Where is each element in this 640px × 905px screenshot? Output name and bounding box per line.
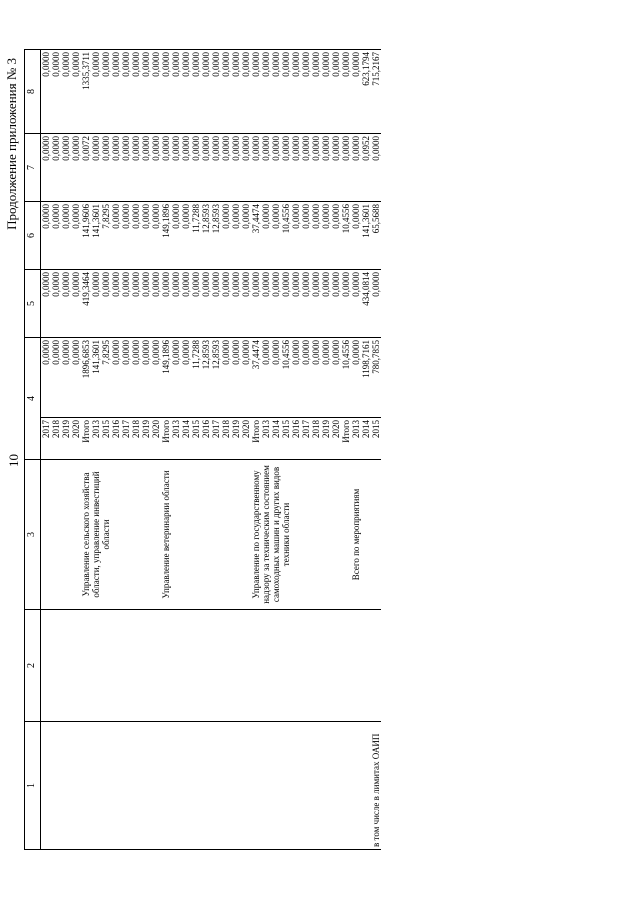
cell-col8: 623,1794: [361, 50, 371, 134]
cell-col5: 0,0000: [131, 270, 141, 338]
cell-col6: 0,0000: [221, 202, 231, 270]
cell-col6: 0,0000: [61, 202, 71, 270]
cell-col7: 0,0000: [341, 134, 351, 202]
cell-col6: 141,9606: [81, 202, 91, 270]
cell-col6: 11,7288: [191, 202, 201, 270]
cell-year: 2014: [181, 418, 191, 460]
cell-col8: 0,0000: [171, 50, 181, 134]
cell-col8: 0,0000: [191, 50, 201, 134]
col-number: 5: [25, 270, 41, 338]
cell-year: 2016: [201, 418, 211, 460]
cell-col5: 0,0000: [261, 270, 271, 338]
cell-col5: 0,0000: [141, 270, 151, 338]
cell-col6: 0,0000: [331, 202, 341, 270]
cell-col7: 0,0000: [201, 134, 211, 202]
cell-col8: 1335,3711: [81, 50, 91, 134]
cell-col5: 0,0000: [331, 270, 341, 338]
cell-year: Итого: [251, 418, 261, 460]
cell-col8: 0,0000: [201, 50, 211, 134]
cell-col8: 0,0000: [331, 50, 341, 134]
cell-year: Итого: [161, 418, 171, 460]
cell-col5: 0,0000: [351, 270, 361, 338]
cell-col8: 0,0000: [311, 50, 321, 134]
cell-col5: 0,0000: [51, 270, 61, 338]
cell-col7: 0,0000: [371, 134, 381, 202]
cell-year: 2020: [151, 418, 161, 460]
cell-col7: 0,0000: [211, 134, 221, 202]
cell-col5: 0,0000: [101, 270, 111, 338]
cell-year: 2013: [91, 418, 101, 460]
cell-col6: 0,0000: [151, 202, 161, 270]
cell-year: 2018: [131, 418, 141, 460]
cell-col7: 0,0000: [261, 134, 271, 202]
cell-col7: 0,0000: [241, 134, 251, 202]
cell-col7: 0,0000: [221, 134, 231, 202]
col-number: 1: [25, 722, 41, 850]
cell-col4: 0,0000: [61, 338, 71, 418]
cell-col4: 0,0000: [351, 338, 361, 418]
cell-col4: 1896,6853: [81, 338, 91, 418]
cell-year: 2013: [261, 418, 271, 460]
cell-col5: 0,0000: [171, 270, 181, 338]
cell-year: 2017: [41, 418, 52, 460]
cell-col6: 0,0000: [321, 202, 331, 270]
cell-col8: 0,0000: [131, 50, 141, 134]
cell-col4: 0,0000: [51, 338, 61, 418]
cell-col4: 10,4556: [281, 338, 291, 418]
cell-col5: 0,0000: [341, 270, 351, 338]
cell-col4: 0,0000: [171, 338, 181, 418]
cell-col8: 0,0000: [321, 50, 331, 134]
cell-executor: Всего по мероприятиям: [351, 460, 381, 610]
cell-col5: 0,0000: [161, 270, 171, 338]
cell-col8: 0,0000: [241, 50, 251, 134]
cell-col7: 0,0000: [251, 134, 261, 202]
cell-col5: 419,3464: [81, 270, 91, 338]
col-number: 6: [25, 202, 41, 270]
cell-col4: 0,0000: [71, 338, 81, 418]
cell-year: 2017: [121, 418, 131, 460]
cell-col7: 0,0000: [41, 134, 52, 202]
cell-col6: 10,4556: [341, 202, 351, 270]
cell-col7: 0,0000: [141, 134, 151, 202]
cell-year: 2013: [171, 418, 181, 460]
cell-col6: 141,3601: [91, 202, 101, 270]
cell-col6: 0,0000: [141, 202, 151, 270]
cell-col6: 12,8593: [211, 202, 221, 270]
cell-col8: 0,0000: [181, 50, 191, 134]
cell-col4: 12,8593: [211, 338, 221, 418]
cell-col1: в том числе в лимитах ОАИП: [41, 722, 382, 850]
cell-col4: 0,0000: [111, 338, 121, 418]
cell-col7: 0,0000: [171, 134, 181, 202]
cell-col7: 0,0000: [291, 134, 301, 202]
cell-year: 2015: [191, 418, 201, 460]
col-number: 8: [25, 50, 41, 134]
cell-year: 2019: [231, 418, 241, 460]
cell-col6: 0,0000: [131, 202, 141, 270]
cell-col8: 0,0000: [211, 50, 221, 134]
cell-col5: 0,0000: [111, 270, 121, 338]
cell-col8: 0,0000: [301, 50, 311, 134]
budget-table: [24, 49, 381, 850]
cell-col7: 0,0000: [91, 134, 101, 202]
cell-col5: 0,0000: [191, 270, 201, 338]
cell-col6: 0,0000: [301, 202, 311, 270]
cell-col7: 0,0000: [151, 134, 161, 202]
col-number: 2: [25, 610, 41, 722]
cell-col4: 0,0000: [291, 338, 301, 418]
cell-col8: 0,0000: [41, 50, 52, 134]
cell-col5: 0,0000: [181, 270, 191, 338]
cell-col8: 0,0000: [161, 50, 171, 134]
cell-year: 2015: [101, 418, 111, 460]
cell-col8: 0,0000: [91, 50, 101, 134]
col-number: 4: [25, 338, 41, 460]
table-row: [41, 50, 52, 850]
cell-col7: 0,0000: [71, 134, 81, 202]
cell-col4: 0,0000: [301, 338, 311, 418]
cell-col4: 149,1896: [161, 338, 171, 418]
cell-col8: 0,0000: [111, 50, 121, 134]
cell-col8: 0,0000: [101, 50, 111, 134]
cell-year: 2019: [141, 418, 151, 460]
cell-col6: 0,0000: [271, 202, 281, 270]
cell-col5: 0,0000: [371, 270, 381, 338]
cell-col4: 0,0000: [121, 338, 131, 418]
cell-col6: 0,0000: [181, 202, 191, 270]
cell-col7: 0,0000: [311, 134, 321, 202]
column-number-row: [25, 50, 41, 850]
cell-year: 2018: [51, 418, 61, 460]
cell-col5: 0,0000: [91, 270, 101, 338]
cell-year: 2015: [371, 418, 381, 460]
cell-year: 2017: [301, 418, 311, 460]
cell-col6: 0,0000: [71, 202, 81, 270]
cell-col4: 0,0000: [331, 338, 341, 418]
cell-col8: 715,2167: [371, 50, 381, 134]
cell-col8: 0,0000: [121, 50, 131, 134]
cell-col6: 0,0000: [291, 202, 301, 270]
cell-col6: 0,0000: [241, 202, 251, 270]
cell-year: 2018: [221, 418, 231, 460]
cell-col7: 0,0000: [331, 134, 341, 202]
cell-col5: 0,0000: [281, 270, 291, 338]
cell-col5: 0,0000: [311, 270, 321, 338]
cell-executor: Управление ветеринарии области: [161, 460, 251, 610]
cell-col8: 0,0000: [51, 50, 61, 134]
cell-col4: 0,0000: [241, 338, 251, 418]
cell-col8: 0,0000: [341, 50, 351, 134]
cell-col4: 141,3601: [91, 338, 101, 418]
cell-col5: 0,0000: [321, 270, 331, 338]
cell-col5: 0,0000: [291, 270, 301, 338]
cell-col8: 0,0000: [141, 50, 151, 134]
cell-col4: 0,0000: [141, 338, 151, 418]
cell-col6: 0,0000: [231, 202, 241, 270]
cell-col4: 0,0000: [151, 338, 161, 418]
cell-col7: 0,0000: [111, 134, 121, 202]
cell-col4: 0,0000: [131, 338, 141, 418]
cell-col6: 37,4474: [251, 202, 261, 270]
cell-col5: 0,0000: [211, 270, 221, 338]
cell-col7: 0,0000: [351, 134, 361, 202]
cell-col7: 0,0000: [61, 134, 71, 202]
cell-col5: 0,0000: [71, 270, 81, 338]
cell-col5: 0,0000: [201, 270, 211, 338]
cell-col7: 0,0000: [161, 134, 171, 202]
cell-col7: 0,0000: [101, 134, 111, 202]
cell-col5: 0,0000: [301, 270, 311, 338]
cell-executor: Управление по государственному надзору за техническим состоянием самоходных машин и других видов техники области: [251, 460, 351, 610]
cell-col6: 12,8593: [201, 202, 211, 270]
cell-year: 2019: [61, 418, 71, 460]
cell-col4: 10,4556: [341, 338, 351, 418]
cell-year: Итого: [81, 418, 91, 460]
cell-col8: 0,0000: [251, 50, 261, 134]
cell-col4: 7,8295: [101, 338, 111, 418]
cell-col8: 0,0000: [61, 50, 71, 134]
cell-col6: 65,5688: [371, 202, 381, 270]
cell-col7: 0,0000: [271, 134, 281, 202]
cell-col8: 0,0000: [71, 50, 81, 134]
cell-col6: 0,0000: [171, 202, 181, 270]
continuation-title: Продолжение приложения № 3: [4, 58, 19, 230]
cell-year: 2015: [281, 418, 291, 460]
cell-col5: 0,0000: [61, 270, 71, 338]
cell-col5: 0,0000: [121, 270, 131, 338]
cell-executor: Управление сельского хозяйства области, управление инвестиций области: [81, 460, 161, 610]
cell-col6: 0,0000: [51, 202, 61, 270]
cell-col6: 0,0000: [111, 202, 121, 270]
cell-col5: 0,0000: [41, 270, 52, 338]
cell-col4: 780,7855: [371, 338, 381, 418]
cell-col8: 0,0000: [231, 50, 241, 134]
cell-year: 2019: [321, 418, 331, 460]
cell-col4: 0,0000: [231, 338, 241, 418]
cell-year: 2016: [291, 418, 301, 460]
cell-year: 2020: [331, 418, 341, 460]
cell-col5: 0,0000: [241, 270, 251, 338]
cell-col7: 0,0000: [301, 134, 311, 202]
cell-col4: 37,4474: [251, 338, 261, 418]
cell-col8: 0,0000: [271, 50, 281, 134]
cell-col4: 0,0000: [221, 338, 231, 418]
cell-year: 2017: [211, 418, 221, 460]
cell-col5: 0,0000: [231, 270, 241, 338]
cell-year: 2016: [111, 418, 121, 460]
cell-col7: 0,0000: [191, 134, 201, 202]
cell-col5: 0,0000: [221, 270, 231, 338]
cell-col6: 0,0000: [311, 202, 321, 270]
cell-col6: 0,0000: [121, 202, 131, 270]
cell-col7: 0,0000: [51, 134, 61, 202]
cell-col7: 0,0000: [181, 134, 191, 202]
cell-col6: 0,0000: [351, 202, 361, 270]
cell-col5: 0,0000: [251, 270, 261, 338]
cell-year: 2020: [241, 418, 251, 460]
cell-col4: 11,7288: [191, 338, 201, 418]
cell-col4: 0,0000: [41, 338, 52, 418]
cell-col8: 0,0000: [351, 50, 361, 134]
cell-year: 2020: [71, 418, 81, 460]
cell-col7: 0,0000: [121, 134, 131, 202]
cell-col4: 0,0000: [271, 338, 281, 418]
cell-col4: 0,0000: [311, 338, 321, 418]
cell-col5: 434,0814: [361, 270, 371, 338]
cell-col8: 0,0000: [291, 50, 301, 134]
cell-col8: 0,0000: [151, 50, 161, 134]
cell-year: 2013: [351, 418, 361, 460]
cell-year: 2018: [311, 418, 321, 460]
col-number: 3: [25, 460, 41, 610]
cell-col4: 1198,7161: [361, 338, 371, 418]
cell-col7: 0,0000: [281, 134, 291, 202]
cell-col4: 12,8593: [201, 338, 211, 418]
cell-col6: 0,0000: [41, 202, 52, 270]
cell-col4: 0,0000: [181, 338, 191, 418]
cell-col7: 0,0952: [361, 134, 371, 202]
cell-col6: 141,3601: [361, 202, 371, 270]
cell-col6: 7,8295: [101, 202, 111, 270]
col-number: 7: [25, 134, 41, 202]
cell-col8: 0,0000: [221, 50, 231, 134]
cell-col6: 0,0000: [261, 202, 271, 270]
cell-executor: [41, 460, 82, 610]
cell-col7: 0,0000: [131, 134, 141, 202]
cell-col8: 0,0000: [281, 50, 291, 134]
cell-year: 2014: [271, 418, 281, 460]
cell-col8: 0,0000: [261, 50, 271, 134]
cell-col4: 0,0000: [321, 338, 331, 418]
cell-col7: 0,0000: [321, 134, 331, 202]
cell-col4: 0,0000: [261, 338, 271, 418]
cell-year: 2014: [361, 418, 371, 460]
cell-col7: 0,0072: [81, 134, 91, 202]
page-number: 10: [6, 454, 21, 467]
cell-col5: 0,0000: [271, 270, 281, 338]
cell-col6: 149,1896: [161, 202, 171, 270]
cell-col6: 10,4556: [281, 202, 291, 270]
cell-col7: 0,0000: [231, 134, 241, 202]
cell-col2: [41, 610, 382, 722]
cell-col5: 0,0000: [151, 270, 161, 338]
cell-year: Итого: [341, 418, 351, 460]
